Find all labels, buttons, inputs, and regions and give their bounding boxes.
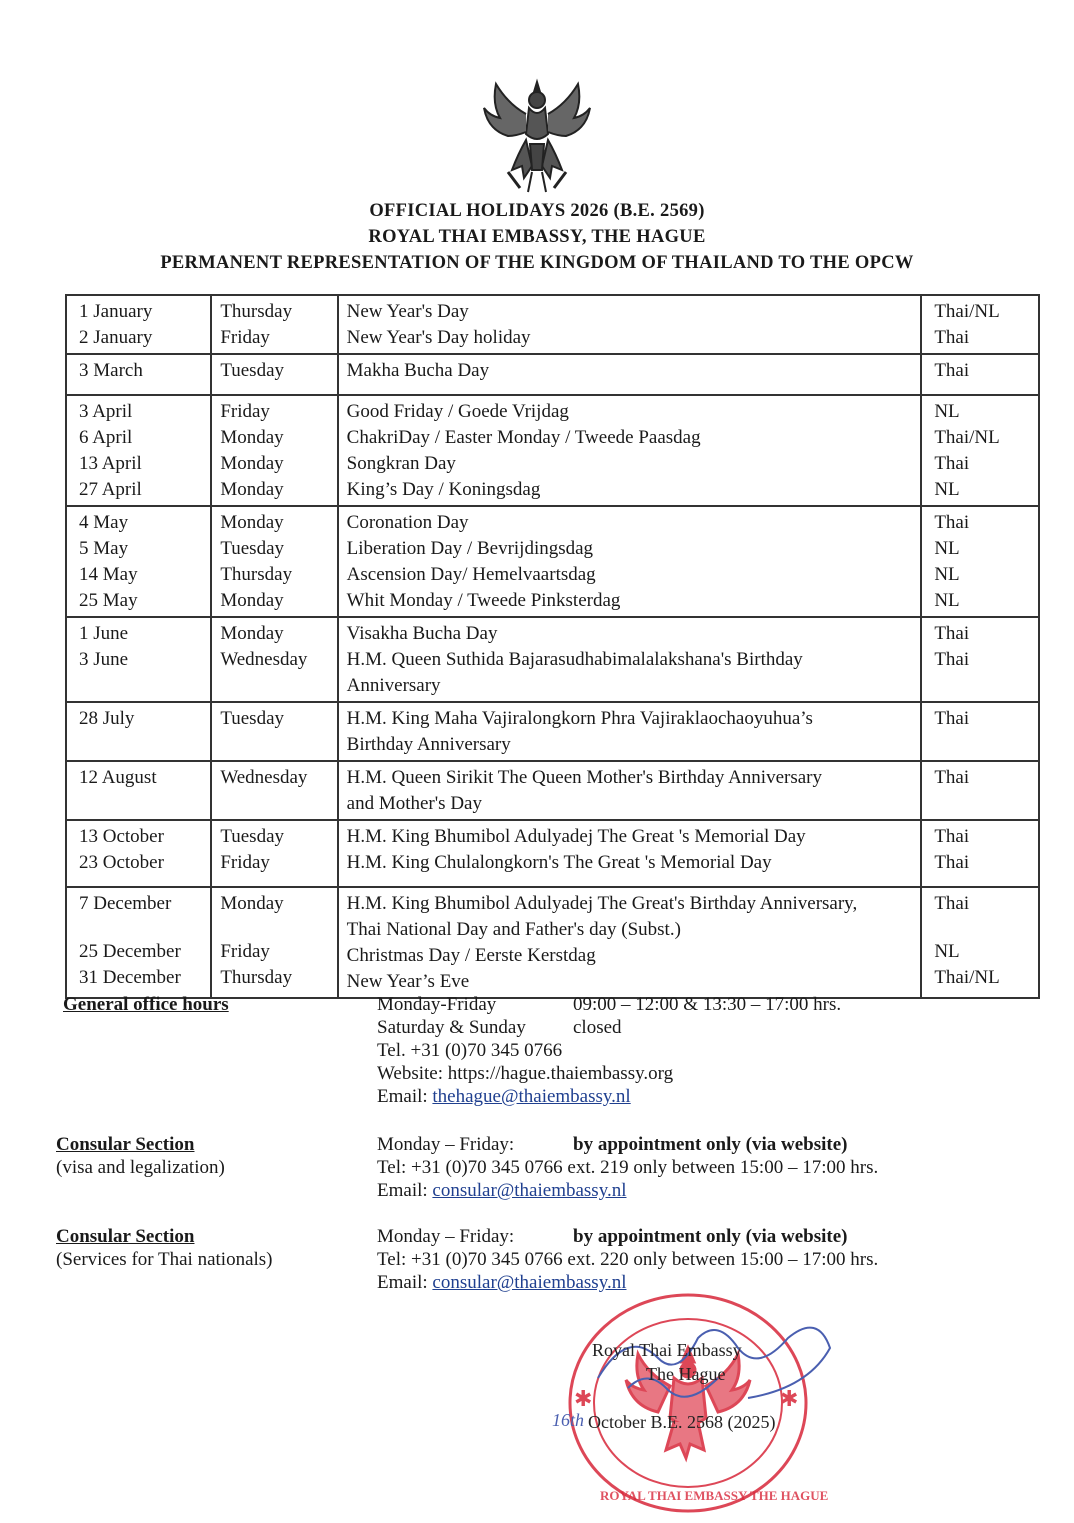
holiday-date: 28 July bbox=[79, 708, 135, 729]
holiday-name-cell bbox=[338, 702, 922, 761]
table-row bbox=[66, 506, 1039, 617]
date-cell bbox=[66, 761, 211, 820]
consular-visa-heading: Consular Section bbox=[56, 1134, 195, 1155]
holiday-name-continued: and Mother's Day bbox=[346, 793, 482, 814]
holiday-date: 23 October bbox=[79, 852, 164, 873]
table-row bbox=[66, 617, 1039, 702]
date-cell bbox=[66, 887, 211, 998]
signature-day: 16th bbox=[552, 1410, 585, 1430]
observed-cell bbox=[921, 887, 1039, 998]
office-email-label: Email: bbox=[377, 1086, 433, 1107]
holiday-name: Good Friday / Goede Vrijdag bbox=[346, 401, 569, 422]
office-website: Website: https://hague.thaiembassy.org bbox=[377, 1063, 674, 1084]
date-cell bbox=[66, 820, 211, 887]
holiday-observed: Thai bbox=[934, 852, 970, 873]
consular-thai-appointment: by appointment only (via website) bbox=[573, 1226, 848, 1247]
holiday-date: 13 October bbox=[79, 826, 164, 847]
consular-visa-email-link[interactable]: consular@thaiembassy.nl bbox=[432, 1180, 627, 1201]
consular-thai-heading: Consular Section bbox=[56, 1226, 195, 1247]
holiday-name: H.M. Queen Suthida Bajarasudhabimalalakshana's Birthday bbox=[346, 649, 803, 670]
holiday-observed: Thai/NL bbox=[934, 427, 1000, 448]
holiday-observed: NL bbox=[934, 590, 960, 611]
holiday-name: ChakriDay / Easter Monday / Tweede Paasdag bbox=[346, 427, 701, 448]
holiday-observed: Thai bbox=[934, 826, 970, 847]
holiday-day: Monday bbox=[220, 512, 284, 533]
date-cell bbox=[66, 506, 211, 617]
holiday-day: Friday bbox=[220, 401, 270, 422]
holiday-date: 3 June bbox=[79, 649, 129, 670]
holiday-day: Tuesday bbox=[220, 708, 285, 729]
holiday-name: New Year’s Eve bbox=[346, 971, 470, 992]
table-row bbox=[66, 702, 1039, 761]
holiday-day: Friday bbox=[220, 941, 270, 962]
signature-line-1: Royal Thai Embassy bbox=[592, 1340, 742, 1360]
observed-cell bbox=[921, 820, 1039, 887]
holiday-name: King’s Day / Koningsdag bbox=[346, 479, 541, 500]
holiday-observed: Thai bbox=[934, 453, 970, 474]
consular-visa-appointment: by appointment only (via website) bbox=[573, 1134, 848, 1155]
consular-thai-email-link[interactable]: consular@thaiembassy.nl bbox=[432, 1272, 627, 1293]
svg-text:✱: ✱ bbox=[574, 1387, 593, 1412]
holiday-name-cell bbox=[338, 295, 922, 354]
holiday-observed: Thai bbox=[934, 649, 970, 670]
garuda-emblem-icon bbox=[478, 74, 596, 198]
holiday-observed: Thai bbox=[934, 767, 970, 788]
holiday-name: Whit Monday / Tweede Pinksterdag bbox=[346, 590, 621, 611]
holiday-name-cell bbox=[338, 820, 922, 887]
holiday-observed: Thai bbox=[934, 327, 970, 348]
holiday-observed: Thai bbox=[934, 893, 970, 914]
consular-thai-tel: Tel: +31 (0)70 345 0766 ext. 220 only between 15:00 – 17:00 hrs. bbox=[377, 1249, 879, 1270]
holiday-observed: Thai bbox=[934, 708, 970, 729]
holiday-day: Monday bbox=[220, 893, 284, 914]
signature-line-2: The Hague bbox=[646, 1364, 726, 1384]
day-cell bbox=[211, 506, 337, 617]
date-cell bbox=[66, 354, 211, 395]
holiday-day: Monday bbox=[220, 453, 284, 474]
observed-cell bbox=[921, 702, 1039, 761]
holiday-observed: Thai bbox=[934, 512, 970, 533]
holiday-date: 2 January bbox=[79, 327, 153, 348]
holiday-day: Monday bbox=[220, 479, 284, 500]
holiday-name-continued: Thai National Day and Father's day (Subst.) bbox=[346, 919, 681, 940]
holiday-name-cell bbox=[338, 395, 922, 506]
holiday-observed: NL bbox=[934, 941, 960, 962]
observed-cell bbox=[921, 295, 1039, 354]
consular-visa-email-label: Email: bbox=[377, 1180, 433, 1201]
holiday-day: Friday bbox=[220, 327, 270, 348]
table-row bbox=[66, 887, 1039, 998]
consular-visa-tel: Tel: +31 (0)70 345 0766 ext. 219 only between 15:00 – 17:00 hrs. bbox=[377, 1157, 879, 1178]
holidays-table bbox=[65, 294, 1040, 999]
day-cell bbox=[211, 295, 337, 354]
consular-visa-days: Monday – Friday: bbox=[377, 1134, 515, 1155]
observed-cell bbox=[921, 617, 1039, 702]
consular-thai-email-label: Email: bbox=[377, 1272, 433, 1293]
office-hours-heading: General office hours bbox=[63, 994, 229, 1015]
holiday-day: Monday bbox=[220, 427, 284, 448]
holiday-name-continued: Birthday Anniversary bbox=[346, 734, 511, 755]
holiday-day: Monday bbox=[220, 623, 284, 644]
holiday-name: Christmas Day / Eerste Kerstdag bbox=[346, 945, 596, 966]
holiday-observed: NL bbox=[934, 564, 960, 585]
title-line-1: OFFICIAL HOLIDAYS 2026 (B.E. 2569) bbox=[369, 201, 705, 221]
signature-date: October B.E. 2568 (2025) bbox=[588, 1412, 776, 1432]
holiday-name: H.M. King Bhumibol Adulyadej The Great 's Memorial Day bbox=[346, 826, 806, 847]
holiday-name-cell bbox=[338, 761, 922, 820]
day-cell bbox=[211, 354, 337, 395]
holiday-name: New Year's Day bbox=[346, 301, 469, 322]
holiday-name-cell bbox=[338, 887, 922, 998]
holiday-date: 5 May bbox=[79, 538, 129, 559]
holiday-observed: NL bbox=[934, 479, 960, 500]
holiday-day: Monday bbox=[220, 590, 284, 611]
holiday-observed: NL bbox=[934, 538, 960, 559]
day-cell bbox=[211, 617, 337, 702]
table-row bbox=[66, 761, 1039, 820]
holiday-date: 4 May bbox=[79, 512, 129, 533]
observed-cell bbox=[921, 761, 1039, 820]
holiday-observed: Thai/NL bbox=[934, 301, 1000, 322]
holiday-date: 3 March bbox=[79, 360, 143, 381]
holiday-observed: Thai bbox=[934, 360, 970, 381]
holiday-day: Thursday bbox=[220, 564, 293, 585]
holiday-name: Makha Bucha Day bbox=[346, 360, 490, 381]
table-row bbox=[66, 295, 1039, 354]
holiday-date: 14 May bbox=[79, 564, 138, 585]
date-cell bbox=[66, 395, 211, 506]
office-email-link[interactable]: thehague@thaiembassy.nl bbox=[432, 1086, 631, 1107]
date-cell bbox=[66, 702, 211, 761]
consular-visa-subheading: (visa and legalization) bbox=[56, 1157, 225, 1178]
holiday-day: Tuesday bbox=[220, 826, 285, 847]
holiday-date: 3 April bbox=[79, 401, 133, 422]
seal-lettering: ROYAL THAI EMBASSY THE HAGUE bbox=[600, 1488, 829, 1503]
table-row bbox=[66, 395, 1039, 506]
observed-cell bbox=[921, 395, 1039, 506]
holiday-name: H.M. King Chulalongkorn's The Great 's Memorial Day bbox=[346, 852, 772, 873]
observed-cell bbox=[921, 354, 1039, 395]
day-cell bbox=[211, 761, 337, 820]
svg-text:✱: ✱ bbox=[780, 1387, 799, 1412]
weekend-hours: closed bbox=[573, 1017, 622, 1038]
holiday-observed: Thai bbox=[934, 623, 970, 644]
holiday-name-cell bbox=[338, 617, 922, 702]
holiday-name: Coronation Day bbox=[346, 512, 469, 533]
holiday-date: 12 August bbox=[79, 767, 157, 788]
weekend-label: Saturday & Sunday bbox=[377, 1017, 526, 1038]
holiday-name: Ascension Day/ Hemelvaartsdag bbox=[346, 564, 596, 585]
holiday-date: 25 May bbox=[79, 590, 138, 611]
weekday-hours: 09:00 – 12:00 & 13:30 – 17:00 hrs. bbox=[573, 994, 842, 1015]
holiday-day: Thursday bbox=[220, 301, 293, 322]
holiday-name: Visakha Bucha Day bbox=[346, 623, 498, 644]
holiday-day: Friday bbox=[220, 852, 270, 873]
weekday-label: Monday-Friday bbox=[377, 994, 497, 1015]
holiday-day: Tuesday bbox=[220, 360, 285, 381]
holiday-date: 25 December bbox=[79, 941, 181, 962]
holiday-day: Thursday bbox=[220, 967, 293, 988]
consular-thai-days: Monday – Friday: bbox=[377, 1226, 515, 1247]
title-line-2: ROYAL THAI EMBASSY, THE HAGUE bbox=[368, 227, 706, 247]
day-cell bbox=[211, 395, 337, 506]
holiday-observed: Thai/NL bbox=[934, 967, 1000, 988]
holiday-date: 31 December bbox=[79, 967, 181, 988]
date-cell bbox=[66, 617, 211, 702]
holiday-name: Songkran Day bbox=[346, 453, 456, 474]
document-title bbox=[0, 198, 1074, 276]
day-cell bbox=[211, 702, 337, 761]
date-cell bbox=[66, 295, 211, 354]
day-cell bbox=[211, 887, 337, 998]
holiday-name-cell bbox=[338, 506, 922, 617]
holiday-name: Liberation Day / Bevrijdingsdag bbox=[346, 538, 594, 559]
holiday-name: New Year's Day holiday bbox=[346, 327, 531, 348]
holiday-date: 6 April bbox=[79, 427, 133, 448]
day-cell bbox=[211, 820, 337, 887]
holiday-name-cell bbox=[338, 354, 922, 395]
table-row bbox=[66, 354, 1039, 395]
consular-thai-subheading: (Services for Thai nationals) bbox=[56, 1249, 273, 1270]
holiday-name: H.M. King Bhumibol Adulyadej The Great's Birthday Anniversary, bbox=[346, 893, 858, 914]
table-row bbox=[66, 820, 1039, 887]
holiday-day: Wednesday bbox=[220, 649, 308, 670]
office-tel: Tel. +31 (0)70 345 0766 bbox=[377, 1040, 563, 1061]
holiday-date: 1 January bbox=[79, 301, 153, 322]
holiday-date: 7 December bbox=[79, 893, 172, 914]
observed-cell bbox=[921, 506, 1039, 617]
holiday-day: Wednesday bbox=[220, 767, 308, 788]
holiday-date: 1 June bbox=[79, 623, 129, 644]
holiday-date: 27 April bbox=[79, 479, 142, 500]
title-line-3: PERMANENT REPRESENTATION OF THE KINGDOM OF THAILAND TO THE OPCW bbox=[160, 253, 914, 273]
holiday-date: 13 April bbox=[79, 453, 142, 474]
holiday-name: H.M. King Maha Vajiralongkorn Phra Vajiraklaochaoyuhua’s bbox=[346, 708, 813, 729]
holiday-observed: NL bbox=[934, 401, 960, 422]
holiday-name: H.M. Queen Sirikit The Queen Mother's Birthday Anniversary bbox=[346, 767, 822, 788]
holiday-name-continued: Anniversary bbox=[346, 675, 441, 696]
holiday-day: Tuesday bbox=[220, 538, 285, 559]
